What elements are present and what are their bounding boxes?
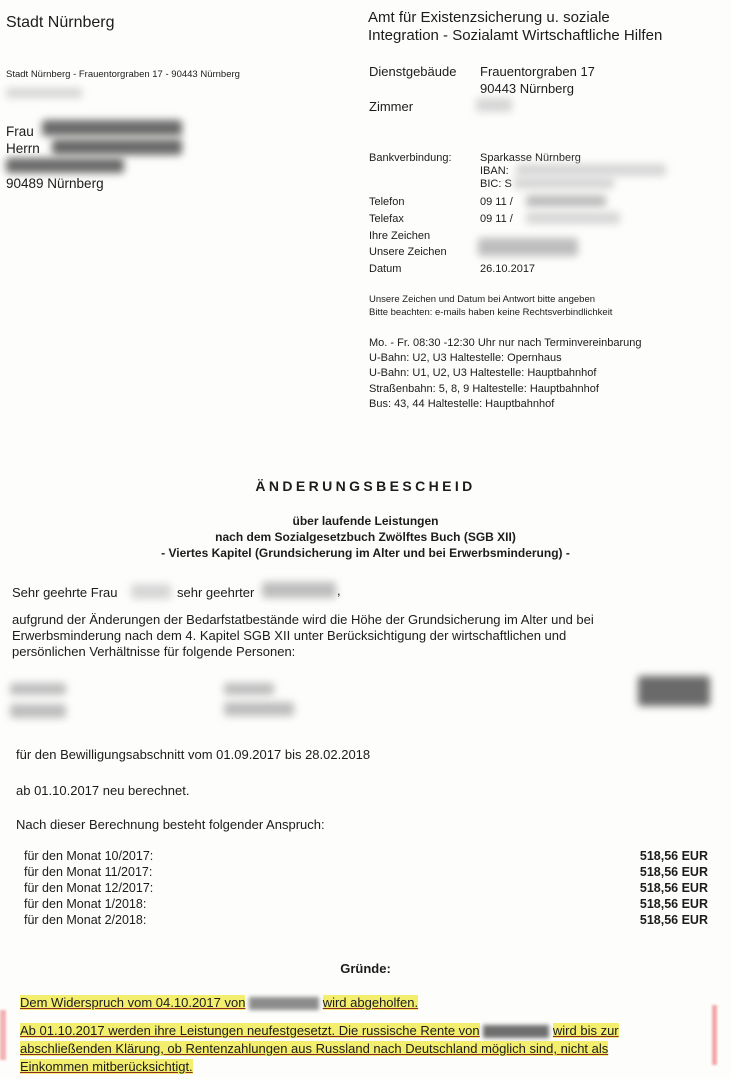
redacted-reference [6,88,82,98]
claim-amount: 518,56 EUR [639,913,708,927]
room-label: Zimmer [369,99,414,114]
claim-month: für den Monat 12/2017: [24,881,154,895]
fax-label: Telefax [369,213,404,225]
redacted-phone [526,195,606,207]
claim-row [24,897,708,913]
phone-label: Telefon [369,196,405,208]
reason-1-text-b: wird abgeholfen. [322,995,419,1010]
redacted-bic [514,177,614,189]
redacted-room [476,98,512,112]
redacted-pension-amount [483,1025,549,1038]
transit-line-3: Straßenbahn: 5, 8, 9 Haltestelle: Hauptbahnhof [369,383,599,395]
fax-value: 09 11 / [480,213,513,225]
redacted-recipient-name-2 [52,139,182,155]
subtitle-line-1: über laufende Leistungen [292,514,439,528]
reasons-heading: Gründe: [340,961,391,976]
claim-row [24,865,708,881]
claim-month: für den Monat 2/2018: [24,913,147,927]
margin-marker-right [712,1005,717,1065]
reason-1-text-a: Dem Widerspruch vom 04.10.2017 von [20,995,246,1010]
redacted-person-1-b [10,704,66,718]
claim-intro: Nach dieser Berechnung besteht folgender Anspruch: [16,817,325,832]
recipient-salutation-1: Frau [6,124,34,139]
subtitle-line-2: nach dem Sozialgesetzbuch Zwölftes Buch (SGB XII) [215,530,516,544]
claim-amount: 518,56 EUR [639,881,708,895]
recipient-city: 90489 Nürnberg [6,176,104,191]
reply-note: Unsere Zeichen und Datum bei Antwort bitte angeben [369,294,596,305]
redacted-person-1-a [10,683,66,695]
subtitle-line-3: - Viertes Kapitel (Grundsicherung im Alter und bei Erwerbsminderung) - [161,546,570,560]
redacted-iban [516,164,666,176]
sender-address-line: Stadt Nürnberg - Frauentorgraben 17 - 90443 Nürnberg [6,69,240,80]
transit-line-2: U-Bahn: U1, U2, U3 Haltestelle: Hauptbahnhof [369,367,597,379]
office-title-line-1: Amt für Existenzsicherung u. soziale [368,9,610,26]
para1-line-3: persönlichen Verhältnisse für folgende Personen: [12,644,296,659]
approval-period: für den Bewilligungsabschnitt vom 01.09.2017 bis 28.02.2018 [16,747,371,762]
redacted-our-ref [478,238,578,256]
building-value-2: 90443 Nürnberg [480,81,574,96]
reason-1-line [20,995,418,1010]
margin-marker-left [0,1010,6,1060]
greeting-part-2: sehr geehrter [177,585,255,600]
redacted-reason-1-name [249,997,319,1010]
bic-label: BIC: S [480,178,512,190]
greeting-part-1: Sehr geehrte Frau [12,585,118,600]
iban-label: IBAN: [480,165,509,177]
claim-amount: 518,56 EUR [639,897,708,911]
reason-2-text-d: Einkommen mitberücksichtigt. [20,1059,193,1074]
date-label: Datum [369,263,402,275]
transit-line-4: Bus: 43, 44 Haltestelle: Hauptbahnhof [369,398,555,410]
claim-row [24,849,708,865]
our-ref-label: Unsere Zeichen [369,246,447,258]
redacted-recipient-street [6,158,124,173]
para1-line-1: aufgrund der Änderungen der Bedarfstatbestände wird die Höhe der Grundsicherung im Alter und bei [12,612,594,627]
building-label: Dienstgebäude [369,64,457,79]
building-value-1: Frauentorgraben 17 [480,64,595,79]
redacted-person-3 [638,676,710,706]
sender-city: Stadt Nürnberg [6,14,115,31]
office-hours: Mo. - Fr. 08:30 -12:30 Uhr nur nach Terminvereinbarung [369,337,642,349]
redacted-person-2-b [224,702,294,716]
reason-2-line-2 [20,1041,608,1056]
claim-month: für den Monat 11/2017: [24,865,153,879]
phone-value: 09 11 / [480,196,513,208]
redacted-fax [526,212,620,224]
reason-2-line-3 [20,1059,193,1074]
recalculation-date: ab 01.10.2017 neu berechnet. [16,783,190,798]
claim-month: für den Monat 1/2018: [24,897,147,911]
office-title-line-2: Integration - Sozialamt Wirtschaftliche Hilfen [368,27,663,44]
reason-2-line-1 [20,1023,619,1038]
redacted-person-2-a [224,683,274,695]
recipient-salutation-2: Herrn [6,141,40,156]
redacted-greeting-name-2 [262,582,336,598]
transit-line-1: U-Bahn: U2, U3 Haltestelle: Opernhaus [369,352,562,364]
redacted-greeting-name-1 [131,584,171,599]
bank-label: Bankverbindung: [369,152,452,164]
date-value: 26.10.2017 [480,263,536,275]
reason-2-text-a: Ab 01.10.2017 werden ihre Leistungen neufestgesetzt. Die russische Rente von [20,1023,480,1038]
reason-2-text-b: wird bis zur [552,1023,619,1038]
claim-amount: 518,56 EUR [639,865,708,879]
redacted-recipient-name-1 [42,120,182,136]
your-ref-label: Ihre Zeichen [369,230,431,242]
document-title: ÄNDERUNGSBESCHEID [255,478,476,494]
claim-month: für den Monat 10/2017: [24,849,154,863]
claim-amount: 518,56 EUR [639,849,708,863]
email-note: Bitte beachten: e-mails haben keine Rechtsverbindlichkeit [369,307,613,318]
bank-value: Sparkasse Nürnberg [480,152,581,164]
greeting-comma: , [337,583,341,598]
claim-row [24,881,708,897]
para1-line-2: Erwerbsminderung nach dem 4. Kapitel SGB XII unter Berücksichtigung der wirtschaftlichen und [12,628,567,643]
claim-row [24,913,708,929]
reason-2-text-c: abschließenden Klärung, ob Rentenzahlungen aus Russland nach Deutschland möglich sind, nicht als [20,1041,609,1056]
